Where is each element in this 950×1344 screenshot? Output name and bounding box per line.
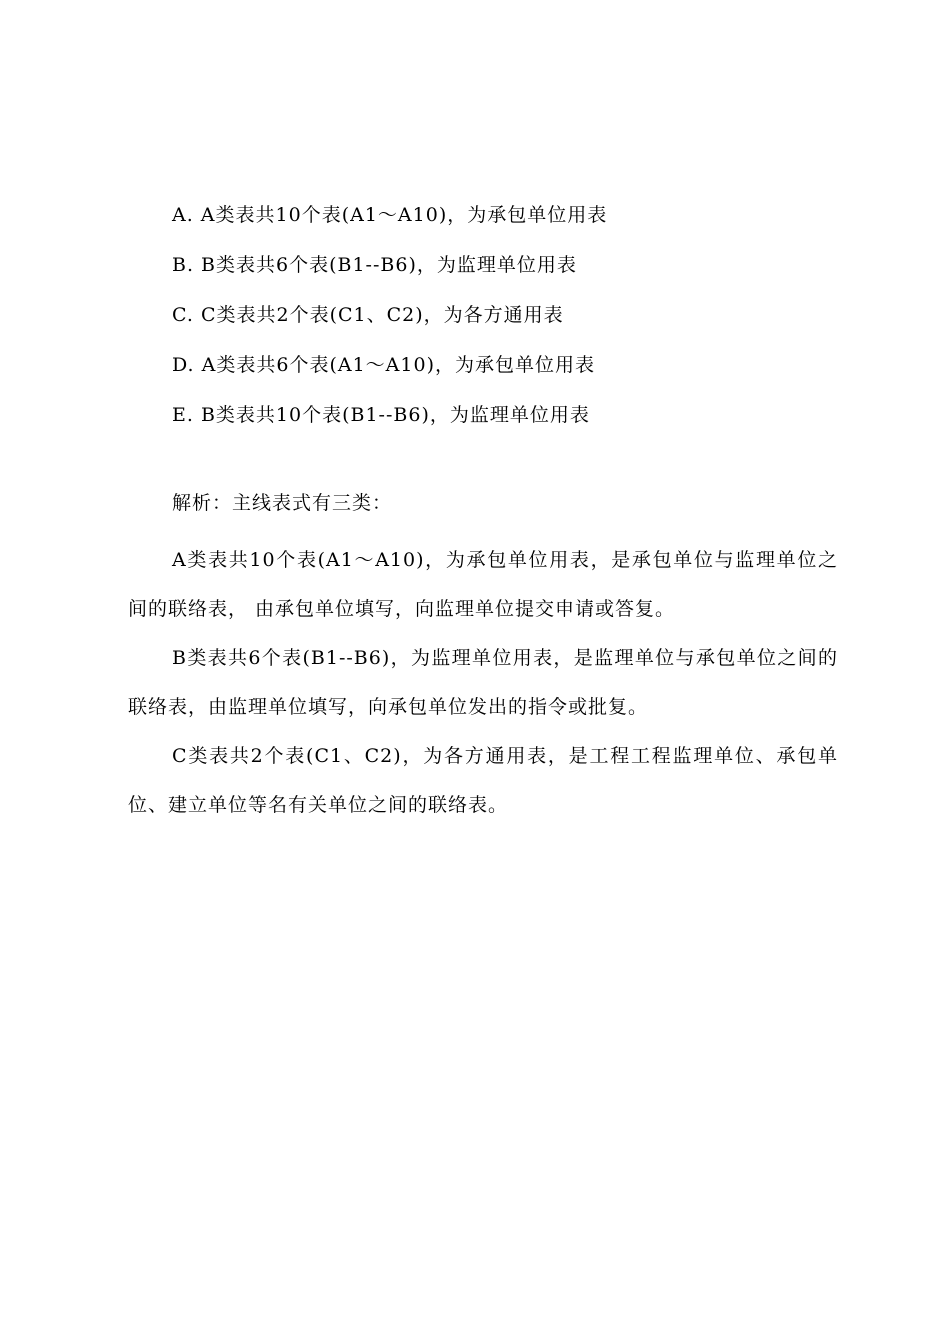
analysis-paragraph-c: C类表共2个表(C1、C2)，为各方通用表，是工程工程监理单位、承包单位、建立单位等名有关单位之间的联络表。 xyxy=(128,745,838,816)
analysis-title: 解析：主线表式有三类： xyxy=(172,492,393,514)
option-c: C. C类表共2个表(C1、C2)，为各方通用表 xyxy=(172,304,564,326)
analysis-paragraph-a: A类表共10个表(A1～A10)，为承包单位用表，是承包单位与监理单位之间的联络表， 由承包单位填写，向监理单位提交申请或答复。 xyxy=(128,549,838,620)
answer-options xyxy=(172,190,872,440)
analysis-section xyxy=(128,488,838,830)
option-a: A. A类表共10个表(A1～A10)，为承包单位用表 xyxy=(172,204,608,226)
option-b: B. B类表共6个表(B1--B6)，为监理单位用表 xyxy=(172,254,577,276)
analysis-paragraph-b: B类表共6个表(B1--B6)，为监理单位用表，是监理单位与承包单位之间的联络表，由监理单位填写，向承包单位发出的指令或批复。 xyxy=(128,647,838,718)
option-e: E. B类表共10个表(B1--B6)，为监理单位用表 xyxy=(172,404,590,426)
option-d: D. A类表共6个表(A1～A10)，为承包单位用表 xyxy=(172,354,595,376)
